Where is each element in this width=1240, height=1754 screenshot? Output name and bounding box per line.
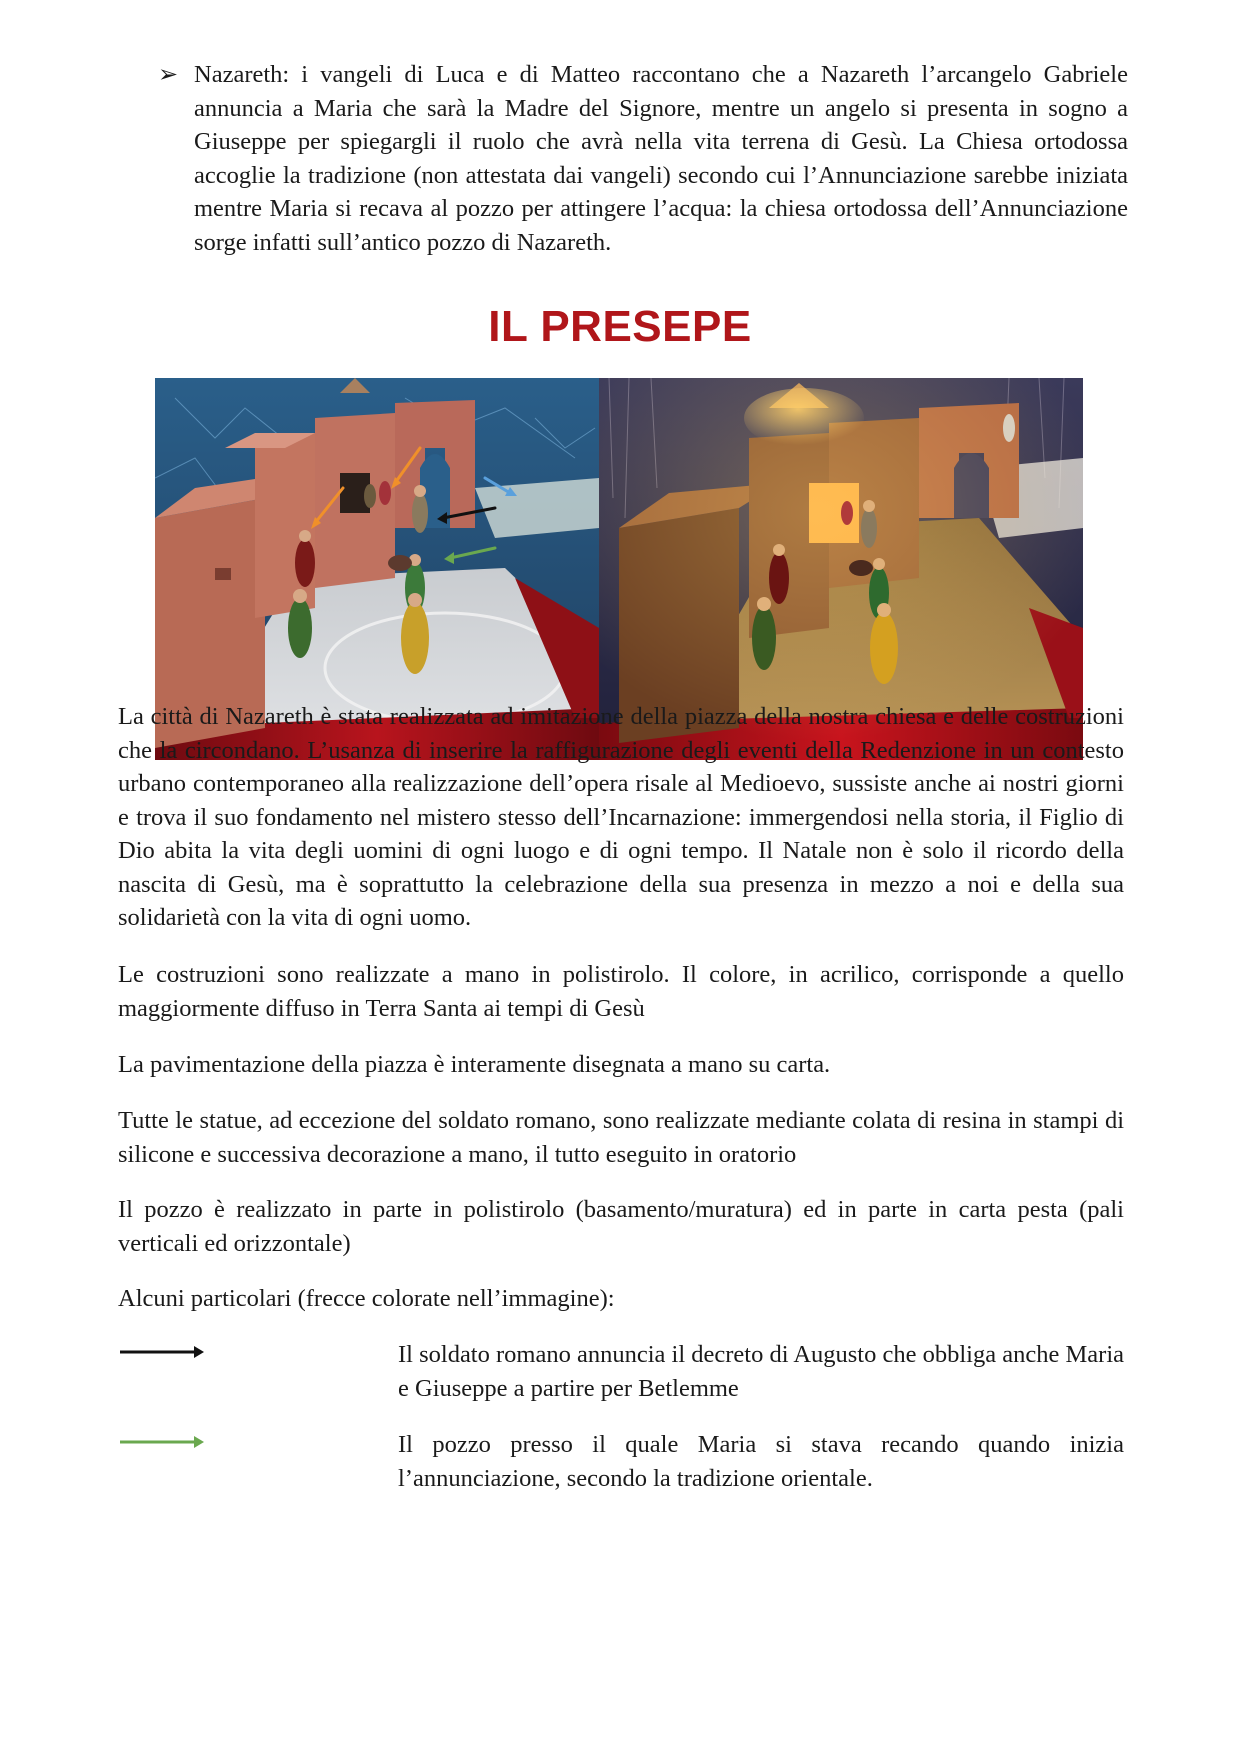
paragraph-well: Il pozzo è realizzato in parte in polistirolo (basamento/muratura) ed in parte in carta pesta (pali verticali ed orizzontale): [118, 1196, 1124, 1257]
black-arrow-icon: [118, 1338, 278, 1372]
paragraph-paving: La pavimentazione della piazza è interamente disegnata a mano su carta.: [118, 1051, 831, 1078]
paragraph-buildings: Le costruzioni sono realizzate a mano in polistirolo. Il colore, in acrilico, corrisponde a quello maggiormente diffuso in Terra Santa ai tempi di Gesù: [118, 961, 1124, 1022]
arrow-bullet-icon: ➢: [158, 62, 179, 88]
nazareth-bullet-text: Nazareth: i vangeli di Luca e di Matteo raccontano che a Nazareth l’arcangelo Gabriele annuncia a Maria che sarà la Madre del Signore, mentre un angelo si presenta in sogno a Giuseppe per spiegargli il ruolo che avrà nella vita terrena di Gesù. La Chiesa ortodossa accoglie la tradizione (non attestata dai vangeli) secondo cui l’Annunciazione sarebbe iniziata mentre Maria si recava al pozzo per attingere l’acqua: la chiesa ortodossa dell’Annunciazione sorge infatti sull’antico pozzo di Nazareth.: [194, 61, 1128, 256]
nazareth-bullet: [158, 58, 1128, 259]
legend-item-black-arrow: [118, 1338, 1124, 1405]
green-arrow-icon: [118, 1428, 278, 1462]
paragraph-statues: Tutte le statue, ad eccezione del soldato romano, sono realizzate mediante colata di resina in stampi di silicone e successiva decorazione a mano, il tutto eseguito in oratorio: [118, 1107, 1124, 1168]
legend-text-soldier: Il soldato romano annuncia il decreto di Augusto che obbliga anche Maria e Giuseppe a partire per Betlemme: [398, 1341, 1124, 1402]
paragraph-nazareth-city: La città di Nazareth è stata realizzata ad imitazione della piazza della nostra chiesa e delle costruzioni che la circondano. L’usanza di inserire la raffigurazione degli eventi della Redenzione in un contesto urbano contemporaneo alla realizzazione dell’opera risale al Medioevo, sussiste anche ai nostri giorni e trova il suo fondamento nel mistero stesso dell’Incarnazione: immergendosi nella storia, il Figlio di Dio abita la vita degli uomini di ogni luogo e di ogni tempo. Il Natale non è solo il ricordo della nascita di Gesù, ma è soprattutto la celebrazione della sua presenza in mezzo a noi e della sua solidarietà con la vita di ogni uomo.: [118, 703, 1124, 931]
legend-item-green-arrow: [118, 1428, 1124, 1495]
legend-text-well: Il pozzo presso il quale Maria si stava recando quando inizia l’annunciazione, secondo la tradizione orientale.: [398, 1431, 1124, 1492]
page-title: IL PRESEPE: [488, 302, 752, 351]
paragraph-details-intro: Alcuni particolari (frecce colorate nell’immagine):: [118, 1285, 615, 1312]
